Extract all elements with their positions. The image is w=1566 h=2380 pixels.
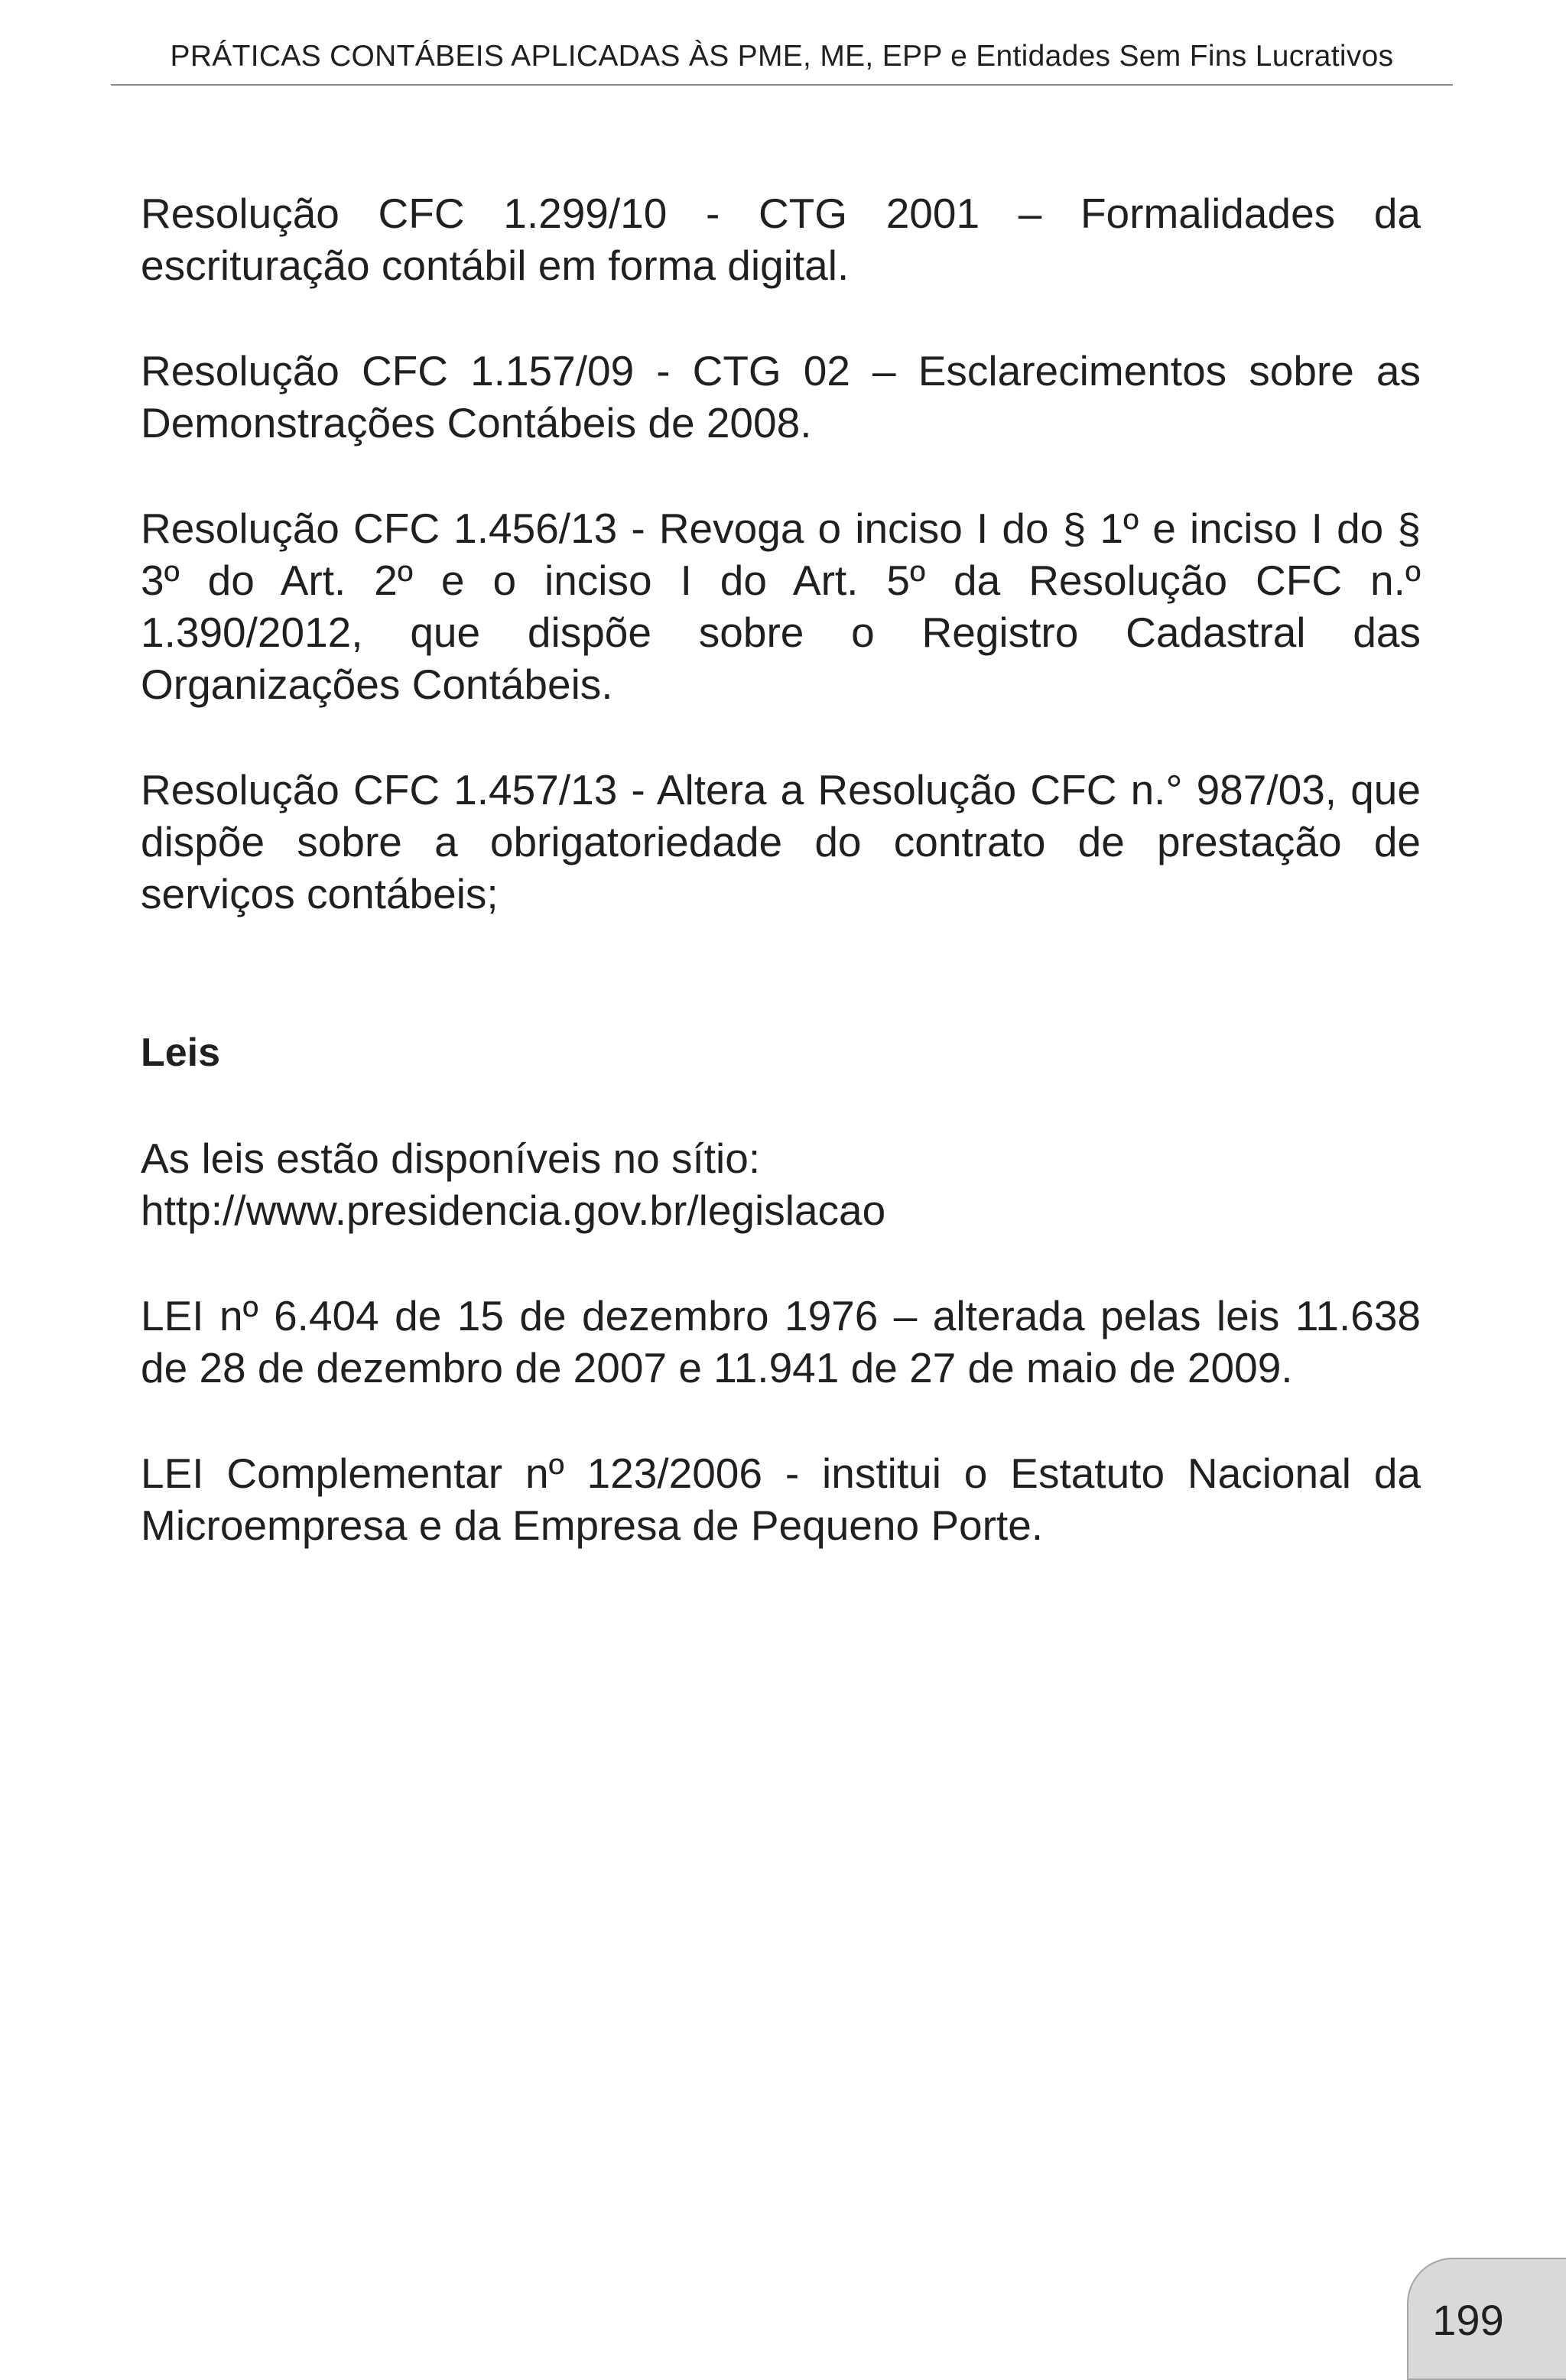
resolution-paragraph: Resolução CFC 1.457/13 - Altera a Resolução CFC n.° 987/03, que dispõe sobre a obrigatoriedade do contrato de prestação de serviços contábeis; xyxy=(141,766,1421,917)
resolution-paragraph: Resolução CFC 1.299/10 - CTG 2001 – Formalidades da escrituração contábil em forma digital. xyxy=(141,190,1421,289)
paragraph-spacer xyxy=(141,291,1421,345)
paragraph-spacer xyxy=(141,1394,1421,1447)
section-heading-leis: Leis xyxy=(141,1031,221,1075)
paragraph-spacer xyxy=(141,710,1421,764)
paragraph-spacer xyxy=(141,1236,1421,1290)
running-header: PRÁTICAS CONTÁBEIS APLICADAS ÀS PME, ME, EPP e Entidades Sem Fins Lucrativos xyxy=(170,40,1394,73)
page-number: 199 xyxy=(1432,2296,1504,2344)
law-paragraph: LEI nº 6.404 de 15 de dezembro 1976 – alterada pelas leis 11.638 de 28 de dezembro de 2007 e 11.941 de 27 de maio de 2009. xyxy=(141,1292,1421,1391)
resolution-paragraph: Resolução CFC 1.157/09 - CTG 02 – Esclarecimentos sobre as Demonstrações Contábeis de 2008. xyxy=(141,347,1421,446)
section-spacer xyxy=(141,920,1421,1027)
law-paragraph: LEI Complementar nº 123/2006 - institui o Estatuto Nacional da Microempresa e da Empresa de Pequeno Porte. xyxy=(141,1450,1421,1549)
paragraph-spacer xyxy=(141,1079,1421,1132)
header-divider xyxy=(111,84,1453,86)
paragraph-spacer xyxy=(141,449,1421,502)
resolution-paragraph: Resolução CFC 1.456/13 - Revoga o inciso I do § 1º e inciso I do § 3º do Art. 2º e o inciso I do Art. 5º da Resolução CFC n.º 1.390/2012, que dispõe sobre o Registro Cadastral das Organizações Contábeis. xyxy=(141,505,1421,708)
page-body xyxy=(141,187,1421,1551)
leis-intro-paragraph: As leis estão disponíveis no sítio: http://www.presidencia.gov.br/legislacao xyxy=(141,1135,886,1234)
